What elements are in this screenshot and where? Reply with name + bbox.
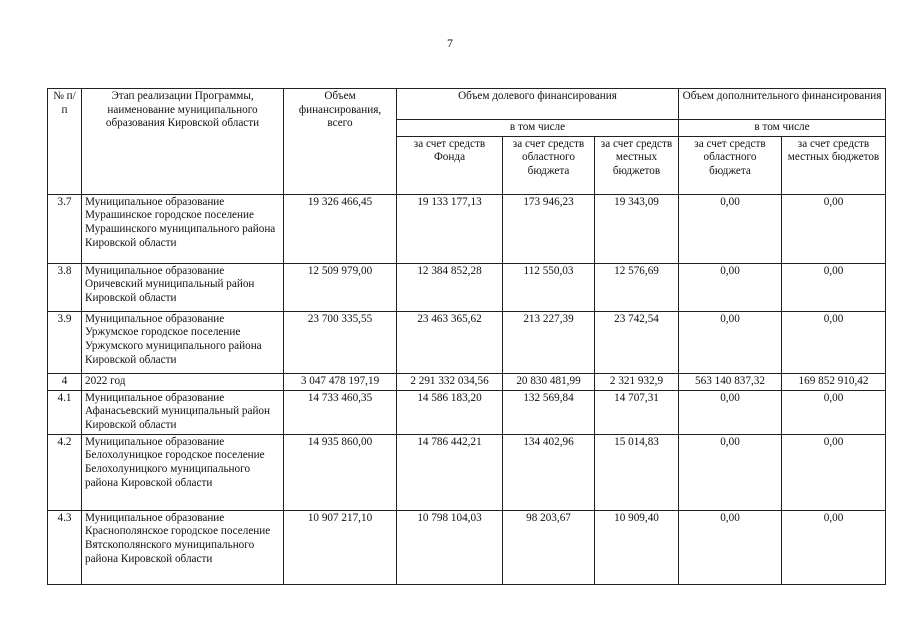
row-regional: 112 550,03: [503, 263, 595, 311]
row-name: Муниципальное образование Афанасьевский муниципальный район Кировской области: [82, 390, 284, 434]
row-local: 19 343,09: [595, 194, 679, 263]
header-sub-regional: за счет средств областного бюджета: [503, 136, 595, 194]
row-name: Муниципальное образование Оричевский муниципальный район Кировской области: [82, 263, 284, 311]
row-total: 12 509 979,00: [284, 263, 397, 311]
row-fund: 14 786 442,21: [397, 434, 503, 510]
table-row: [48, 434, 886, 510]
row-name: Муниципальное образование Уржумское городское поселение Уржумского муниципального района Кировской области: [82, 311, 284, 373]
row-fund: 14 586 183,20: [397, 390, 503, 434]
row-local: 15 014,83: [595, 434, 679, 510]
row-num: 3.9: [48, 311, 82, 373]
header-additional-including: в том числе: [679, 120, 886, 137]
row-total: 3 047 478 197,19: [284, 373, 397, 390]
row-total: 14 935 860,00: [284, 434, 397, 510]
row-local: 23 742,54: [595, 311, 679, 373]
row-add-local: 0,00: [782, 434, 886, 510]
financing-table: [47, 88, 886, 585]
row-add-regional: 0,00: [679, 510, 782, 584]
row-total: 23 700 335,55: [284, 311, 397, 373]
header-num: № п/п: [48, 89, 82, 195]
row-add-local: 0,00: [782, 194, 886, 263]
header-additional: Объем дополнительного финансирования: [679, 89, 886, 120]
row-fund: 23 463 365,62: [397, 311, 503, 373]
row-regional: 98 203,67: [503, 510, 595, 584]
row-total: 10 907 217,10: [284, 510, 397, 584]
row-total: 19 326 466,45: [284, 194, 397, 263]
row-name: Муниципальное образование Краснополянское городское поселение Вятскополянского муниципального района Кировской области: [82, 510, 284, 584]
row-regional: 20 830 481,99: [503, 373, 595, 390]
table-row: [48, 311, 886, 373]
row-fund: 10 798 104,03: [397, 510, 503, 584]
table-row: [48, 194, 886, 263]
table-row: [48, 510, 886, 584]
row-name: Муниципальное образование Мурашинское городское поселение Мурашинского муниципального района Кировской области: [82, 194, 284, 263]
row-local: 14 707,31: [595, 390, 679, 434]
row-add-regional: 0,00: [679, 434, 782, 510]
row-local: 2 321 932,9: [595, 373, 679, 390]
row-add-local: 0,00: [782, 510, 886, 584]
row-fund: 12 384 852,28: [397, 263, 503, 311]
header-share-including: в том числе: [397, 120, 679, 137]
row-num: 4.3: [48, 510, 82, 584]
row-num: 3.7: [48, 194, 82, 263]
row-local: 10 909,40: [595, 510, 679, 584]
table-row: [48, 390, 886, 434]
header-total: Объем финансирования, всего: [284, 89, 397, 195]
row-add-regional: 563 140 837,32: [679, 373, 782, 390]
row-num: 4.2: [48, 434, 82, 510]
row-add-local: 0,00: [782, 263, 886, 311]
row-fund: 19 133 177,13: [397, 194, 503, 263]
row-total: 14 733 460,35: [284, 390, 397, 434]
row-name: Муниципальное образование Белохолуницкое городское поселение Белохолуницкого муниципального района Кировской области: [82, 434, 284, 510]
row-regional: 213 227,39: [503, 311, 595, 373]
table-row-year-total: [48, 373, 886, 390]
row-fund: 2 291 332 034,56: [397, 373, 503, 390]
header-stage: Этап реализации Программы, наименование муниципального образования Кировской области: [82, 89, 284, 195]
row-add-local: 0,00: [782, 390, 886, 434]
row-local: 12 576,69: [595, 263, 679, 311]
row-add-regional: 0,00: [679, 263, 782, 311]
row-add-regional: 0,00: [679, 390, 782, 434]
header-sub-fund: за счет средств Фонда: [397, 136, 503, 194]
header-sub-add-local: за счет средств местных бюджетов: [782, 136, 886, 194]
row-num: 3.8: [48, 263, 82, 311]
row-num: 4: [48, 373, 82, 390]
row-regional: 173 946,23: [503, 194, 595, 263]
page-number: 7: [447, 36, 453, 50]
header-share: Объем долевого финансирования: [397, 89, 679, 120]
row-add-local: 169 852 910,42: [782, 373, 886, 390]
row-regional: 134 402,96: [503, 434, 595, 510]
header-sub-local: за счет средств местных бюджетов: [595, 136, 679, 194]
row-add-regional: 0,00: [679, 194, 782, 263]
row-add-regional: 0,00: [679, 311, 782, 373]
row-num: 4.1: [48, 390, 82, 434]
header-sub-add-regional: за счет средств областного бюджета: [679, 136, 782, 194]
row-regional: 132 569,84: [503, 390, 595, 434]
table-row: [48, 263, 886, 311]
row-name: 2022 год: [82, 373, 284, 390]
row-add-local: 0,00: [782, 311, 886, 373]
